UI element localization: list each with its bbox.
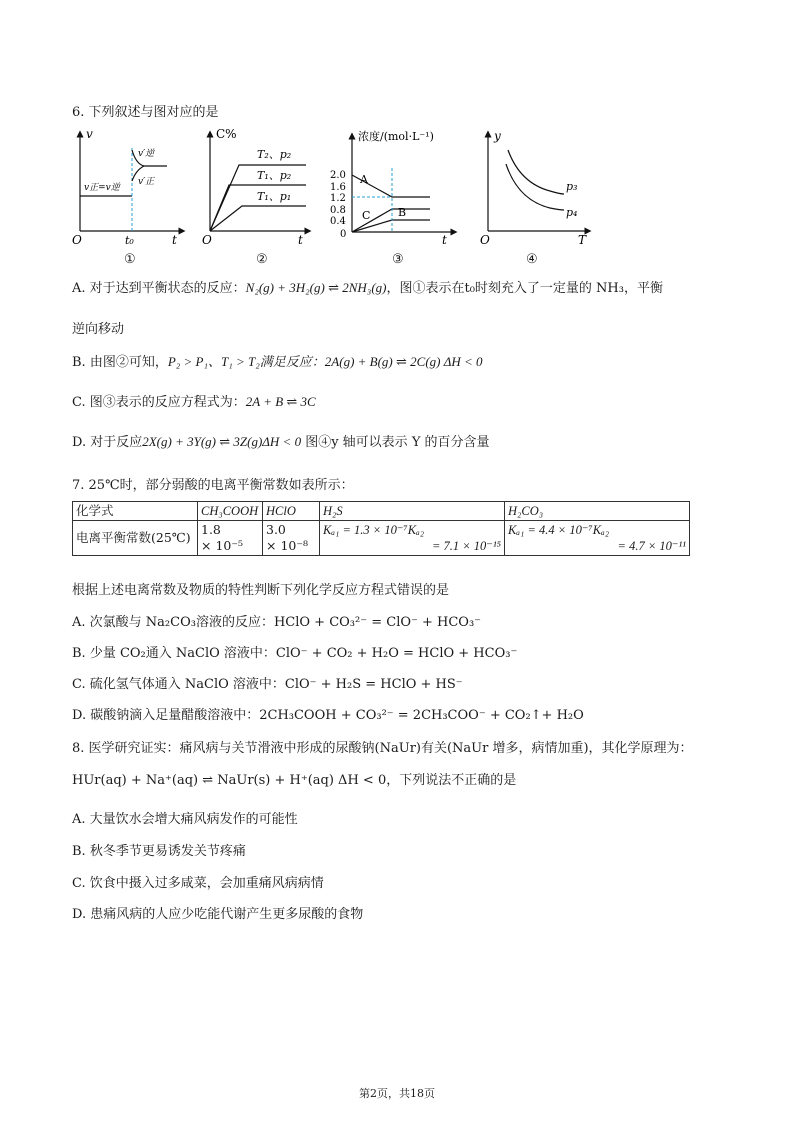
fig2-origin: O	[202, 233, 212, 247]
fig3-x-label: t	[442, 233, 447, 247]
fig3-tick-0-4: 0.4	[330, 216, 346, 227]
table-header-cell: 化学式	[73, 502, 198, 521]
fig4-origin: O	[480, 233, 490, 247]
table-row	[73, 521, 690, 556]
fig2-x-label: t	[298, 233, 303, 247]
q7-option-d: D. 碳酸钠滴入足量醋酸溶液中：2CH₃COOH + CO₃²⁻ = 2CH₃COO⁻ + CO₂↑+ H₂O	[72, 708, 584, 723]
fig3-y-label: 浓度/(mol·L⁻¹)	[358, 130, 434, 143]
q6-option-b: B. 由图②可知，P₂ > P₁、T₁ > T₂满足反应：2A(g) + B(g) ⇌ 2C(g) ΔH < 0	[72, 354, 483, 370]
fig3-tick-2-0: 2.0	[330, 170, 346, 181]
fig1-x-tick: t₀	[125, 234, 134, 247]
q6-option-a: A. 对于达到平衡状态的反应：N₂(g) + 3H₂(g) ⇌ 2NH₃(g)，图①表示在t₀时刻充入了一定量的 NH₃，平衡	[72, 280, 663, 296]
fig4-y-label: y	[494, 129, 501, 143]
fig4-x-label: T	[578, 233, 587, 247]
fig3-label-a: A	[360, 173, 368, 186]
table-cell: 3.0 × 10⁻⁸	[263, 521, 320, 556]
fig2-curve2-label: T₁、p₂	[257, 169, 292, 182]
fig1-number: ①	[124, 252, 136, 267]
q6-option-a-cont: 逆向移动	[72, 322, 125, 337]
fig3-label-c: C	[362, 209, 371, 222]
fig3-origin: 0	[340, 229, 347, 240]
fig3-tick-1-2: 1.2	[330, 193, 346, 204]
q8-option-c: C. 饮食中摄入过多咸菜，会加重痛风病病情	[72, 876, 324, 891]
fig3-label-b: B	[398, 206, 407, 219]
fig3-tick-1-6: 1.6	[330, 182, 346, 193]
fig3-tick-0-8: 0.8	[330, 205, 346, 216]
q7-option-c: C. 硫化氢气体通入 NaClO 溶液中：ClO⁻ + H₂S = HClO + HS⁻	[72, 677, 463, 692]
figure-4	[480, 128, 600, 278]
table-header-cell: CH₃COOH	[198, 502, 263, 521]
fig2-number: ②	[256, 252, 268, 267]
page-footer: 第2页，共18页	[359, 1087, 435, 1100]
fig1-origin: O	[72, 233, 82, 247]
q7-option-a: A. 次氯酸与 Na₂CO₃溶液的反应：HClO + CO₃²⁻ = ClO⁻ + HCO₃⁻	[72, 615, 482, 630]
q7-ask: 根据上述电离常数及物质的特性判断下列化学反应方程式错误的是	[72, 583, 450, 598]
fig2-curve3-label: T₁、p₁	[257, 190, 292, 203]
q6-option-d: D. 对于反应2X(g) + 3Y(g) ⇌ 3Z(g)ΔH < 0 图④y 轴可以表示 Y 的百分含量	[72, 434, 490, 450]
q6-option-c: C. 图③表示的反应方程式为：2A + B ⇌ 3C	[72, 394, 316, 410]
fig4-curve2-label: p₄	[566, 206, 578, 219]
fig1-rev-label: v′逆	[138, 149, 155, 159]
q8-option-d: D. 患痛风病的人应少吃能代谢产生更多尿酸的食物	[72, 907, 364, 922]
table-header-cell: H₂S	[320, 502, 505, 521]
ionization-constant-table	[72, 501, 690, 556]
q8-option-a: A. 大量饮水会增大痛风病发作的可能性	[72, 812, 298, 827]
fig4-curve1-label: p₃	[566, 180, 578, 193]
fig3-number: ③	[392, 252, 404, 267]
fig2-y-label: C%	[216, 128, 237, 141]
table-header-cell: HClO	[263, 502, 320, 521]
fig1-fwd-label: v′正	[138, 177, 155, 187]
table-cell: 电离平衡常数(25℃)	[73, 521, 198, 556]
q8-equation: HUr(aq) + Na⁺(aq) ⇌ NaUr(s) + H⁺(aq) ΔH < 0，下列说法不正确的是	[72, 773, 517, 788]
q7-stem: 7. 25℃时，部分弱酸的电离平衡常数如表所示：	[72, 478, 354, 493]
q6-stem: 6. 下列叙述与图对应的是	[72, 105, 219, 120]
q7-option-b: B. 少量 CO₂通入 NaClO 溶液中：ClO⁻ + CO₂ + H₂O = HClO + HCO₃⁻	[72, 646, 518, 661]
table-header-row	[73, 502, 690, 521]
fig1-y-label: v	[86, 128, 93, 141]
q8-stem: 8. 医学研究证实：痛风病与关节滑液中形成的尿酸钠(NaUr)有关(NaUr 增多，病情加重)，其化学原理为：	[72, 741, 693, 756]
q8-option-b: B. 秋冬季节更易诱发关节疼痛	[72, 844, 246, 859]
fig1-eq-label: v正=v逆	[84, 183, 120, 193]
table-header-cell: H₂CO₃	[505, 502, 690, 521]
table-cell: Kₐ₁ = 4.4 × 10⁻⁷Kₐ₂ = 4.7 × 10⁻¹¹	[505, 521, 690, 556]
fig2-curve1-label: T₂、p₂	[257, 148, 292, 161]
fig4-number: ④	[526, 252, 538, 267]
table-cell: 1.8 × 10⁻⁵	[198, 521, 263, 556]
fig1-x-label: t	[172, 233, 177, 247]
q6-figures	[72, 128, 612, 278]
table-cell: Kₐ₁ = 1.3 × 10⁻⁷Kₐ₂ = 7.1 × 10⁻¹⁵	[320, 521, 505, 556]
